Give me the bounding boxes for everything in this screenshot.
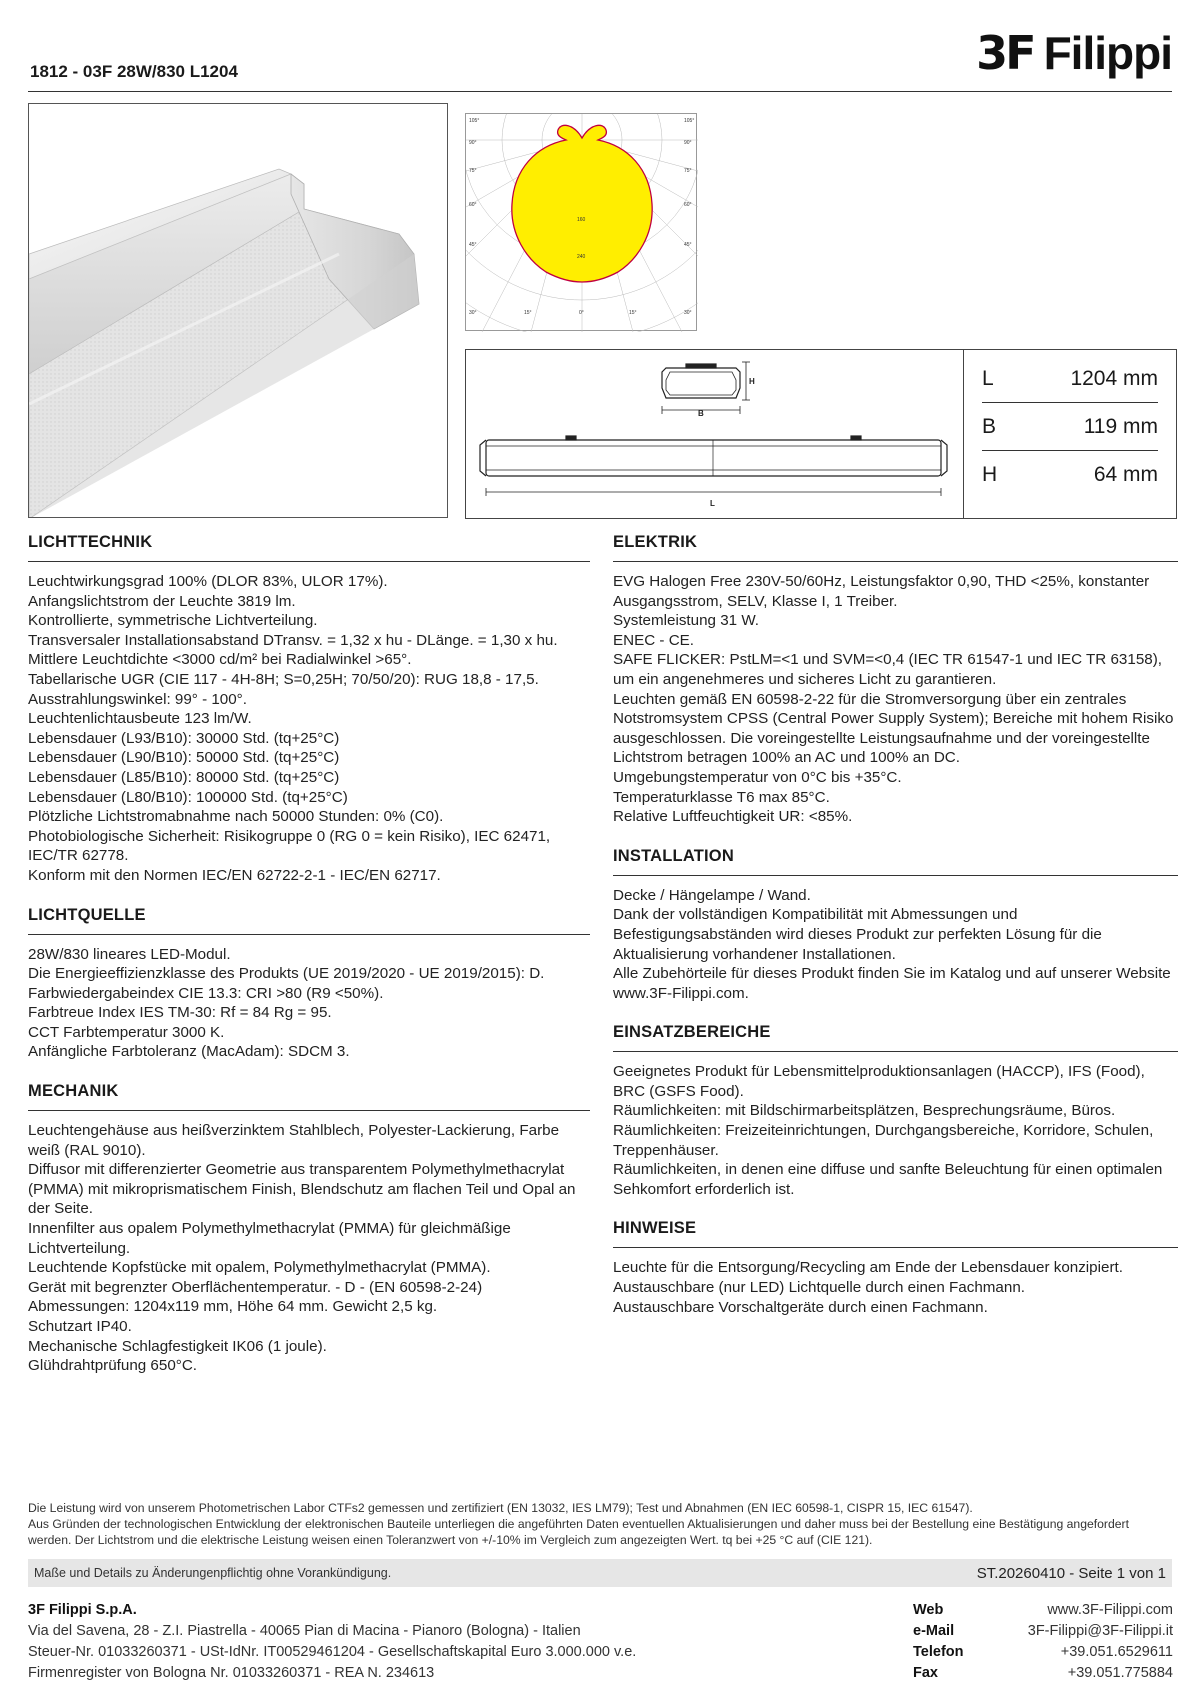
- company-logo: [976, 26, 1172, 80]
- text-line: Ausstrahlungswinkel: 99° - 100°.: [28, 690, 247, 708]
- company-info: [28, 1600, 636, 1684]
- text-line: Gerät mit begrenzter Oberflächentemperatur. - D - (EN 60598-2-24): [28, 1278, 483, 1296]
- text-line: Mittlere Leuchtdichte <3000 cd/m² bei Radialwinkel >65°.: [28, 651, 412, 669]
- dimension-key: H: [982, 463, 998, 486]
- section-title: MECHANIK: [28, 1082, 590, 1111]
- text-line: Alle Zubehörteile für dieses Produkt finden Sie im Katalog und auf unserer Website www.3F-Filippi.com.: [613, 965, 1171, 1002]
- dimension-row-length: [982, 355, 1158, 403]
- right-column: [613, 533, 1178, 1337]
- text-line: Plötzliche Lichtstromabnahme nach 50000 Stunden: 0% (C0).: [28, 808, 444, 826]
- dimension-value: 1204 mm: [1070, 366, 1158, 390]
- text-line: Farbwiedergabeindex CIE 13.3: CRI >80 (R9 <50%).: [28, 984, 384, 1002]
- text-line: Abmessungen: 1204x119 mm, Höhe 64 mm. Gewicht 2,5 kg.: [28, 1298, 438, 1316]
- product-title: 1812 - 03F 28W/830 L1204: [30, 62, 238, 81]
- polar-chart: [466, 114, 698, 332]
- text-line: Schutzart IP40.: [28, 1318, 132, 1335]
- contact-key: Telefon: [913, 1644, 964, 1660]
- section-lichttechnik: [28, 533, 590, 906]
- change-notice: Maße und Details zu Änderungenpflichtig ohne Vorankündigung.: [34, 1566, 392, 1580]
- contact-info: [913, 1600, 1173, 1684]
- text-line: Leuchte für die Entsorgung/Recycling am Ende der Lebensdauer konzipiert.: [613, 1259, 1123, 1277]
- text-line: Räumlichkeiten, in denen eine diffuse und sanfte Beleuchtung für einen optimalen Sehkomfort erforderlich ist.: [613, 1161, 1163, 1198]
- section-body: [613, 876, 1178, 1024]
- footnote: [28, 1500, 1172, 1548]
- polar-label-right-4: 45°: [684, 242, 692, 248]
- text-line: SAFE FLICKER: PstLM=<1 und SVM=<0,4 (IEC TR 61547-1 und IEC TR 63158), um ein angenehmeres und sicheres Licht zu garantieren.: [613, 651, 1162, 688]
- polar-radial-240: 240: [577, 254, 586, 260]
- text-line: Systemleistung 31 W.: [613, 612, 760, 630]
- company-name: 3F Filippi S.p.A.: [28, 1602, 137, 1618]
- luminaire-illustration: [29, 104, 448, 518]
- contact-key: e-Mail: [913, 1623, 955, 1639]
- text-line: Austauschbare (nur LED) Lichtquelle durch einen Fachmann.: [613, 1279, 1025, 1297]
- polar-label-bottom-2: 0°: [579, 310, 584, 316]
- section-body: [613, 562, 1178, 847]
- text-line: Umgebungstemperatur von 0°C bis +35°C.: [613, 768, 902, 786]
- text-line: Tabellarische UGR (CIE 117 - 4H-8H; S=0,25H; 70/50/20): RUG 18,8 - 17,5.: [28, 670, 539, 688]
- dim-label-l: L: [710, 499, 715, 508]
- text-line: Konform mit den Normen IEC/EN 62722-2-1 - IEC/EN 62717.: [28, 866, 441, 884]
- text-line: ENEC - CE.: [613, 631, 695, 649]
- text-line: Glühdrahtprüfung 650°C.: [28, 1357, 198, 1375]
- logo-text: Filippi: [1043, 27, 1172, 79]
- text-line: Leuchtengehäuse aus heißverzinktem Stahlblech, Polyester-Lackierung, Farbe weiß (RAL 9010).: [28, 1122, 560, 1159]
- text-line: Anfängliche Farbtoleranz (MacAdam): SDCM 3.: [28, 1043, 350, 1061]
- dimensions-table: [963, 350, 1176, 518]
- section-title: EINSATZBEREICHE: [613, 1023, 1178, 1052]
- text-line: Leuchten gemäß EN 60598-2-22 für die Stromversorgung über ein zentrales Notstromsystem CPSS (Central Power Supply System); Bereiche mit hohem Risiko ausgeschlossen. Die voreingestellte Leistungsaufnahme und der voreingestellte Lichtstrom betragen 100% an AC und 100% an DC.: [613, 690, 1174, 767]
- polar-label-right-5: 30°: [684, 310, 692, 316]
- text-line: CCT Farbtemperatur 3000 K.: [28, 1023, 225, 1041]
- contact-key: Web: [913, 1602, 944, 1618]
- text-line: Leuchtwirkungsgrad 100% (DLOR 83%, ULOR 17%).: [28, 573, 388, 590]
- text-line: Farbtreue Index IES TM-30: Rf = 84 Rg = 95.: [28, 1004, 332, 1022]
- polar-label-right-0: 105°: [684, 118, 695, 124]
- section-title: LICHTQUELLE: [28, 906, 590, 935]
- logo-mark: 3F: [976, 26, 1034, 80]
- contact-row-phone: [913, 1642, 1173, 1663]
- text-line: EVG Halogen Free 230V-50/60Hz, Leistungsfaktor 0,90, THD <25%, konstanter Ausgangsstrom, SELV, Klasse I, 1 Treiber.: [613, 573, 1150, 610]
- section-body: [28, 935, 590, 1083]
- contact-key: Fax: [913, 1665, 938, 1681]
- polar-label-bottom-3: 15°: [629, 310, 637, 316]
- polar-radial-160: 160: [577, 217, 586, 223]
- contact-row-fax: [913, 1663, 1173, 1684]
- dimension-row-width: [982, 403, 1158, 451]
- polar-label-left-4: 45°: [469, 242, 477, 248]
- dimensions-panel: [465, 349, 1177, 519]
- web-link[interactable]: www.3F-Filippi.com: [1047, 1602, 1173, 1618]
- polar-light-distribution-diagram: [465, 113, 697, 331]
- dimension-value: 64 mm: [1093, 463, 1158, 486]
- text-line: Räumlichkeiten: mit Bildschirmarbeitsplätzen, Besprechungsräume, Büros.: [613, 1102, 1116, 1120]
- text-line: Decke / Hängelampe / Wand.: [613, 886, 811, 904]
- text-line: 28W/830 lineares LED-Modul.: [28, 945, 231, 963]
- polar-label-right-1: 90°: [684, 140, 692, 146]
- polar-label-left-5: 30°: [469, 310, 477, 316]
- product-photo: [28, 103, 448, 518]
- text-line: Lebensdauer (L85/B10): 80000 Std. (tq+25°C): [28, 768, 340, 786]
- section-lichtquelle: [28, 906, 590, 1083]
- contact-row-email: [913, 1621, 1173, 1642]
- text-line: Anfangslichtstrom der Leuchte 3819 lm.: [28, 592, 296, 610]
- company-address: Via del Savena, 28 - Z.I. Piastrella - 40065 Pian di Macina - Pianoro (Bologna) - Italien: [28, 1623, 581, 1639]
- section-installation: [613, 847, 1178, 1024]
- header-divider: [28, 91, 1172, 92]
- text-line: Geeignetes Produkt für Lebensmittelproduktionsanlagen (HACCP), IFS (Food), BRC (GSFS Food).: [613, 1063, 1145, 1100]
- section-body: [613, 1248, 1178, 1337]
- text-line: Photobiologische Sicherheit: Risikogruppe 0 (RG 0 = kein Risiko), IEC 62471, IEC/TR 62778.: [28, 827, 551, 865]
- text-line: Lebensdauer (L80/B10): 100000 Std. (tq+25°C): [28, 788, 348, 806]
- company-register: Firmenregister von Bologna Nr. 01033260371 - REA N. 234613: [28, 1665, 435, 1681]
- dim-label-h: H: [749, 377, 755, 386]
- phone-value: +39.051.6529611: [1060, 1644, 1173, 1660]
- section-title: LICHTTECHNIK: [28, 533, 590, 562]
- polar-label-left-0: 105°: [469, 118, 480, 124]
- section-title: INSTALLATION: [613, 847, 1178, 876]
- notice-bar: [28, 1559, 1172, 1587]
- section-mechanik: [28, 1082, 590, 1396]
- text-line: Austauschbare Vorschaltgeräte durch einen Fachmann.: [613, 1298, 988, 1316]
- fax-value: +39.051.775884: [1067, 1665, 1173, 1681]
- dimensions-drawing: [466, 350, 963, 518]
- polar-label-left-2: 75°: [469, 168, 477, 174]
- dimension-value: 119 mm: [1083, 414, 1158, 438]
- text-line: Kontrollierte, symmetrische Lichtverteilung.: [28, 612, 318, 630]
- polar-label-right-3: 60°: [684, 202, 692, 208]
- section-body: [613, 1052, 1178, 1219]
- page-reference: ST.20260410 - Seite 1 von 1: [976, 1564, 1166, 1582]
- text-line: Innenfilter aus opalem Polymethylmethacrylat (PMMA) für gleichmäßige Lichtverteilung.: [28, 1220, 511, 1257]
- dimension-key: B: [982, 414, 997, 438]
- text-line: Lebensdauer (L90/B10): 50000 Std. (tq+25°C): [28, 749, 340, 767]
- text-line: Mechanische Schlagfestigkeit IK06 (1 joule).: [28, 1337, 327, 1355]
- polar-label-right-2: 75°: [684, 168, 692, 174]
- text-line: Lebensdauer (L93/B10): 30000 Std. (tq+25°C): [28, 729, 340, 747]
- section-title: ELEKTRIK: [613, 533, 1178, 562]
- dimension-row-height: [982, 451, 1158, 499]
- text-line: Leuchtende Kopfstücke mit opalem, Polymethylmethacrylat (PMMA).: [28, 1259, 491, 1277]
- text-line: Relative Luftfeuchtigkeit UR: <85%.: [613, 808, 853, 826]
- polar-label-bottom-1: 15°: [524, 310, 532, 316]
- section-elektrik: [613, 533, 1178, 847]
- text-line: Räumlichkeiten: Freizeiteinrichtungen, Durchgangsbereiche, Korridore, Schulen, Treppenhäuser.: [613, 1122, 1154, 1159]
- text-line: Dank der vollständigen Kompatibilität mit Abmessungen und Befestigungsabständen wird dieses Produkt zur perfekten Lösung für die Aktualisierung vorhandener Installationen.: [613, 906, 1102, 963]
- polar-label-left-3: 60°: [469, 202, 477, 208]
- section-hinweise: [613, 1219, 1178, 1337]
- section-einsatzbereiche: [613, 1023, 1178, 1219]
- footnote-line: Die Leistung wird von unserem Photometrischen Labor CTFs2 gemessen und zertifiziert (EN 13032, IES LM79); Test und Abnahmen (EN IEC 60598-1, CISPR 15, IEC 61547).: [28, 1501, 973, 1515]
- section-body: [28, 1111, 590, 1396]
- text-line: Diffusor mit differenzierter Geometrie aus transparentem Polymethylmethacrylat (PMMA) mit mikroprismatischem Finish, Blendschutz am flachen Teil und Opal an der Seite.: [28, 1161, 576, 1218]
- left-column: [28, 533, 590, 1396]
- section-title: HINWEISE: [613, 1219, 1178, 1248]
- text-line: Temperaturklasse T6 max 85°C.: [613, 788, 830, 806]
- dimension-key: L: [982, 366, 994, 390]
- footnote-line: Aus Gründen der technologischen Entwicklung der elektronischen Bauteile unterliegen die angeführten Daten eventuellen Aktualisierungen und daher muss bei der Bestellung eine Bestätigung angefordert werden. Der Lichtstrom und die elektrische Leistung weisen einen Toleranzwert von +/-10% im Vergleich zum angezeigten Wert. tq bei +25 °C auf (CIE 121).: [28, 1517, 1129, 1547]
- contact-row-web: [913, 1600, 1173, 1621]
- text-line: Die Energieeffizienzklasse des Produkts (UE 2019/2020 - UE 2019/2015): D.: [28, 965, 545, 983]
- company-tax: Steuer-Nr. 01033260371 - USt-IdNr. IT00529461204 - Gesellschaftskapital Euro 3.000.000 v.e.: [28, 1644, 637, 1660]
- text-line: Leuchtenlichtausbeute 123 lm/W.: [28, 710, 252, 728]
- dim-label-b: B: [698, 409, 704, 418]
- email-link[interactable]: 3F-Filippi@3F-Filippi.it: [1027, 1623, 1173, 1639]
- polar-label-left-1: 90°: [469, 140, 477, 146]
- section-body: [28, 562, 590, 906]
- text-line: Transversaler Installationsabstand DTransv. = 1,32 x hu - DLänge. = 1,30 x hu.: [28, 631, 558, 649]
